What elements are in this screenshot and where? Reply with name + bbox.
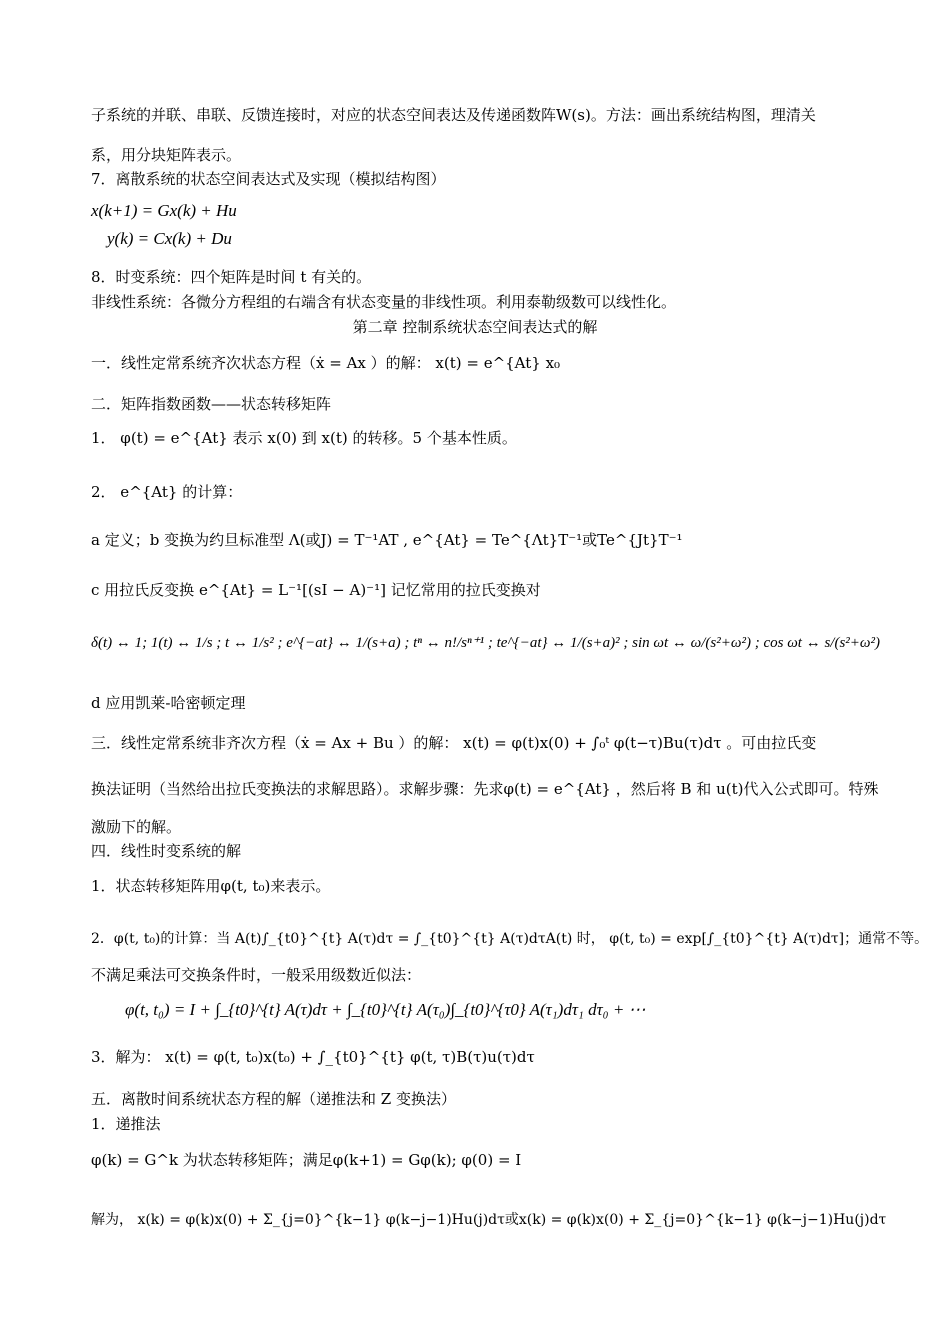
item-a-b-jordan: a 定义；b 变换为约旦标准型 Λ(或J) = T⁻¹AT , e^{At} = Te^{Λt}T⁻¹或Te^{Jt}T⁻¹ xyxy=(91,531,683,549)
paragraph-special-excitation: 激励下的解。 xyxy=(91,818,182,836)
item-3-solution: 3．解为： x(t) = φ(t, t₀)x(t₀) + ∫_{t0}^{t} φ(t, τ)B(τ)u(τ)dτ xyxy=(91,1048,535,1066)
item-7-discrete-system: 7．离散系统的状态空间表达式及实现（模拟结构图） xyxy=(91,170,446,188)
section-3-nonhomogeneous: 三．线性定常系统非齐次方程（ẋ = Ax + Bu ）的解： x(t) = φ(t)x(0) + ∫₀ᵗ φ(t−τ)Bu(τ)dτ 。可由拉氏变 xyxy=(91,734,817,752)
equation-series-expansion: φ(t, t₀) = I + ∫_{t0}^{t} A(τ)dτ + ∫_{t0}^{t} A(τ₀)∫_{t0}^{τ0} A(τ₁)dτ₁ dτ₀ + ⋯ xyxy=(125,1000,646,1019)
equation-discrete-solution: 解为， x(k) = φ(k)x(0) + Σ_{j=0}^{k−1} φ(k−j−1)Hu(j)dτ或x(k) = φ(k)x(0) + Σ_{j=0}^{k−1} φ(k−j−1)Hu(j)dτ xyxy=(91,1212,887,1228)
paragraph-solution-steps: 换法证明（当然给出拉氏变换法的求解思路）。求解步骤：先求φ(t) = e^{At} ，然后将 B 和 u(t)代入公式即可。特殊 xyxy=(91,780,879,798)
item-c-laplace: c 用拉氏反变换 e^{At} = L⁻¹[(sI − A)⁻¹] 记忆常用的拉氏变换对 xyxy=(91,581,541,599)
section-1-homogeneous: 一．线性定常系统齐次状态方程（ẋ = Ax ）的解： x(t) = e^{At} x₀ xyxy=(91,354,561,372)
equation-discrete-transition: φ(k) = G^k 为状态转移矩阵；满足φ(k+1) = Gφ(k); φ(0) = I xyxy=(91,1151,522,1169)
item-phi-computation: 2．φ(t, t₀)的计算：当 A(t)∫_{t0}^{t} A(τ)dτ = ∫_{t0}^{t} A(τ)dτA(t) 时， φ(t, t₀) = exp[∫_{t0}^{t} A(τ)dτ]；通常不等。 xyxy=(91,931,929,947)
item-8-time-varying: 8．时变系统：四个矩阵是时间 t 有关的。 xyxy=(91,268,372,286)
chapter-2-title: 第二章 控制系统状态空间表达式的解 xyxy=(352,318,598,336)
section-2-matrix-exponential: 二．矩阵指数函数——状态转移矩阵 xyxy=(91,395,332,413)
paragraph-block-matrix: 系，用分块矩阵表示。 xyxy=(91,146,242,164)
item-eat-computation: 2． e^{At} 的计算： xyxy=(91,483,243,501)
paragraph-series-approximation: 不满足乘法可交换条件时，一般采用级数近似法： xyxy=(91,966,422,984)
item-transition-matrix-notation: 1．状态转移矩阵用φ(t, t₀)来表示。 xyxy=(91,877,331,895)
section-4-time-varying: 四．线性时变系统的解 xyxy=(91,842,242,860)
item-transition-matrix: 1． φ(t) = e^{At} 表示 x(0) 到 x(t) 的转移。5 个基本性质。 xyxy=(91,429,517,447)
equation-discrete-state: x(k+1) = Gx(k) + Hu xyxy=(91,201,237,220)
paragraph-nonlinear-system: 非线性系统：各微分方程组的右端含有状态变量的非线性项。利用泰勒级数可以线性化。 xyxy=(91,293,677,311)
item-1-recursion: 1．递推法 xyxy=(91,1115,161,1133)
item-d-cayley-hamilton: d 应用凯莱-哈密顿定理 xyxy=(91,694,246,712)
section-5-discrete-solution: 五．离散时间系统状态方程的解（递推法和 Z 变换法） xyxy=(91,1090,456,1108)
paragraph-subsystem-connections: 子系统的并联、串联、反馈连接时，对应的状态空间表达及传递函数阵W(s)。方法：画出系统结构图，理清关 xyxy=(91,106,816,124)
equation-laplace-pairs: δ(t) ↔ 1; 1(t) ↔ 1/s ; t ↔ 1/s² ; e^{−at} ↔ 1/(s+a) ; tⁿ ↔ n!/sⁿ⁺¹ ; te^{−at} ↔ 1/(s+a)² ; sin ωt ↔ ω/(s²+ω²) ; cos ωt ↔ s/(s²+ω²) xyxy=(91,635,881,651)
equation-discrete-output: y(k) = Cx(k) + Du xyxy=(107,229,232,248)
